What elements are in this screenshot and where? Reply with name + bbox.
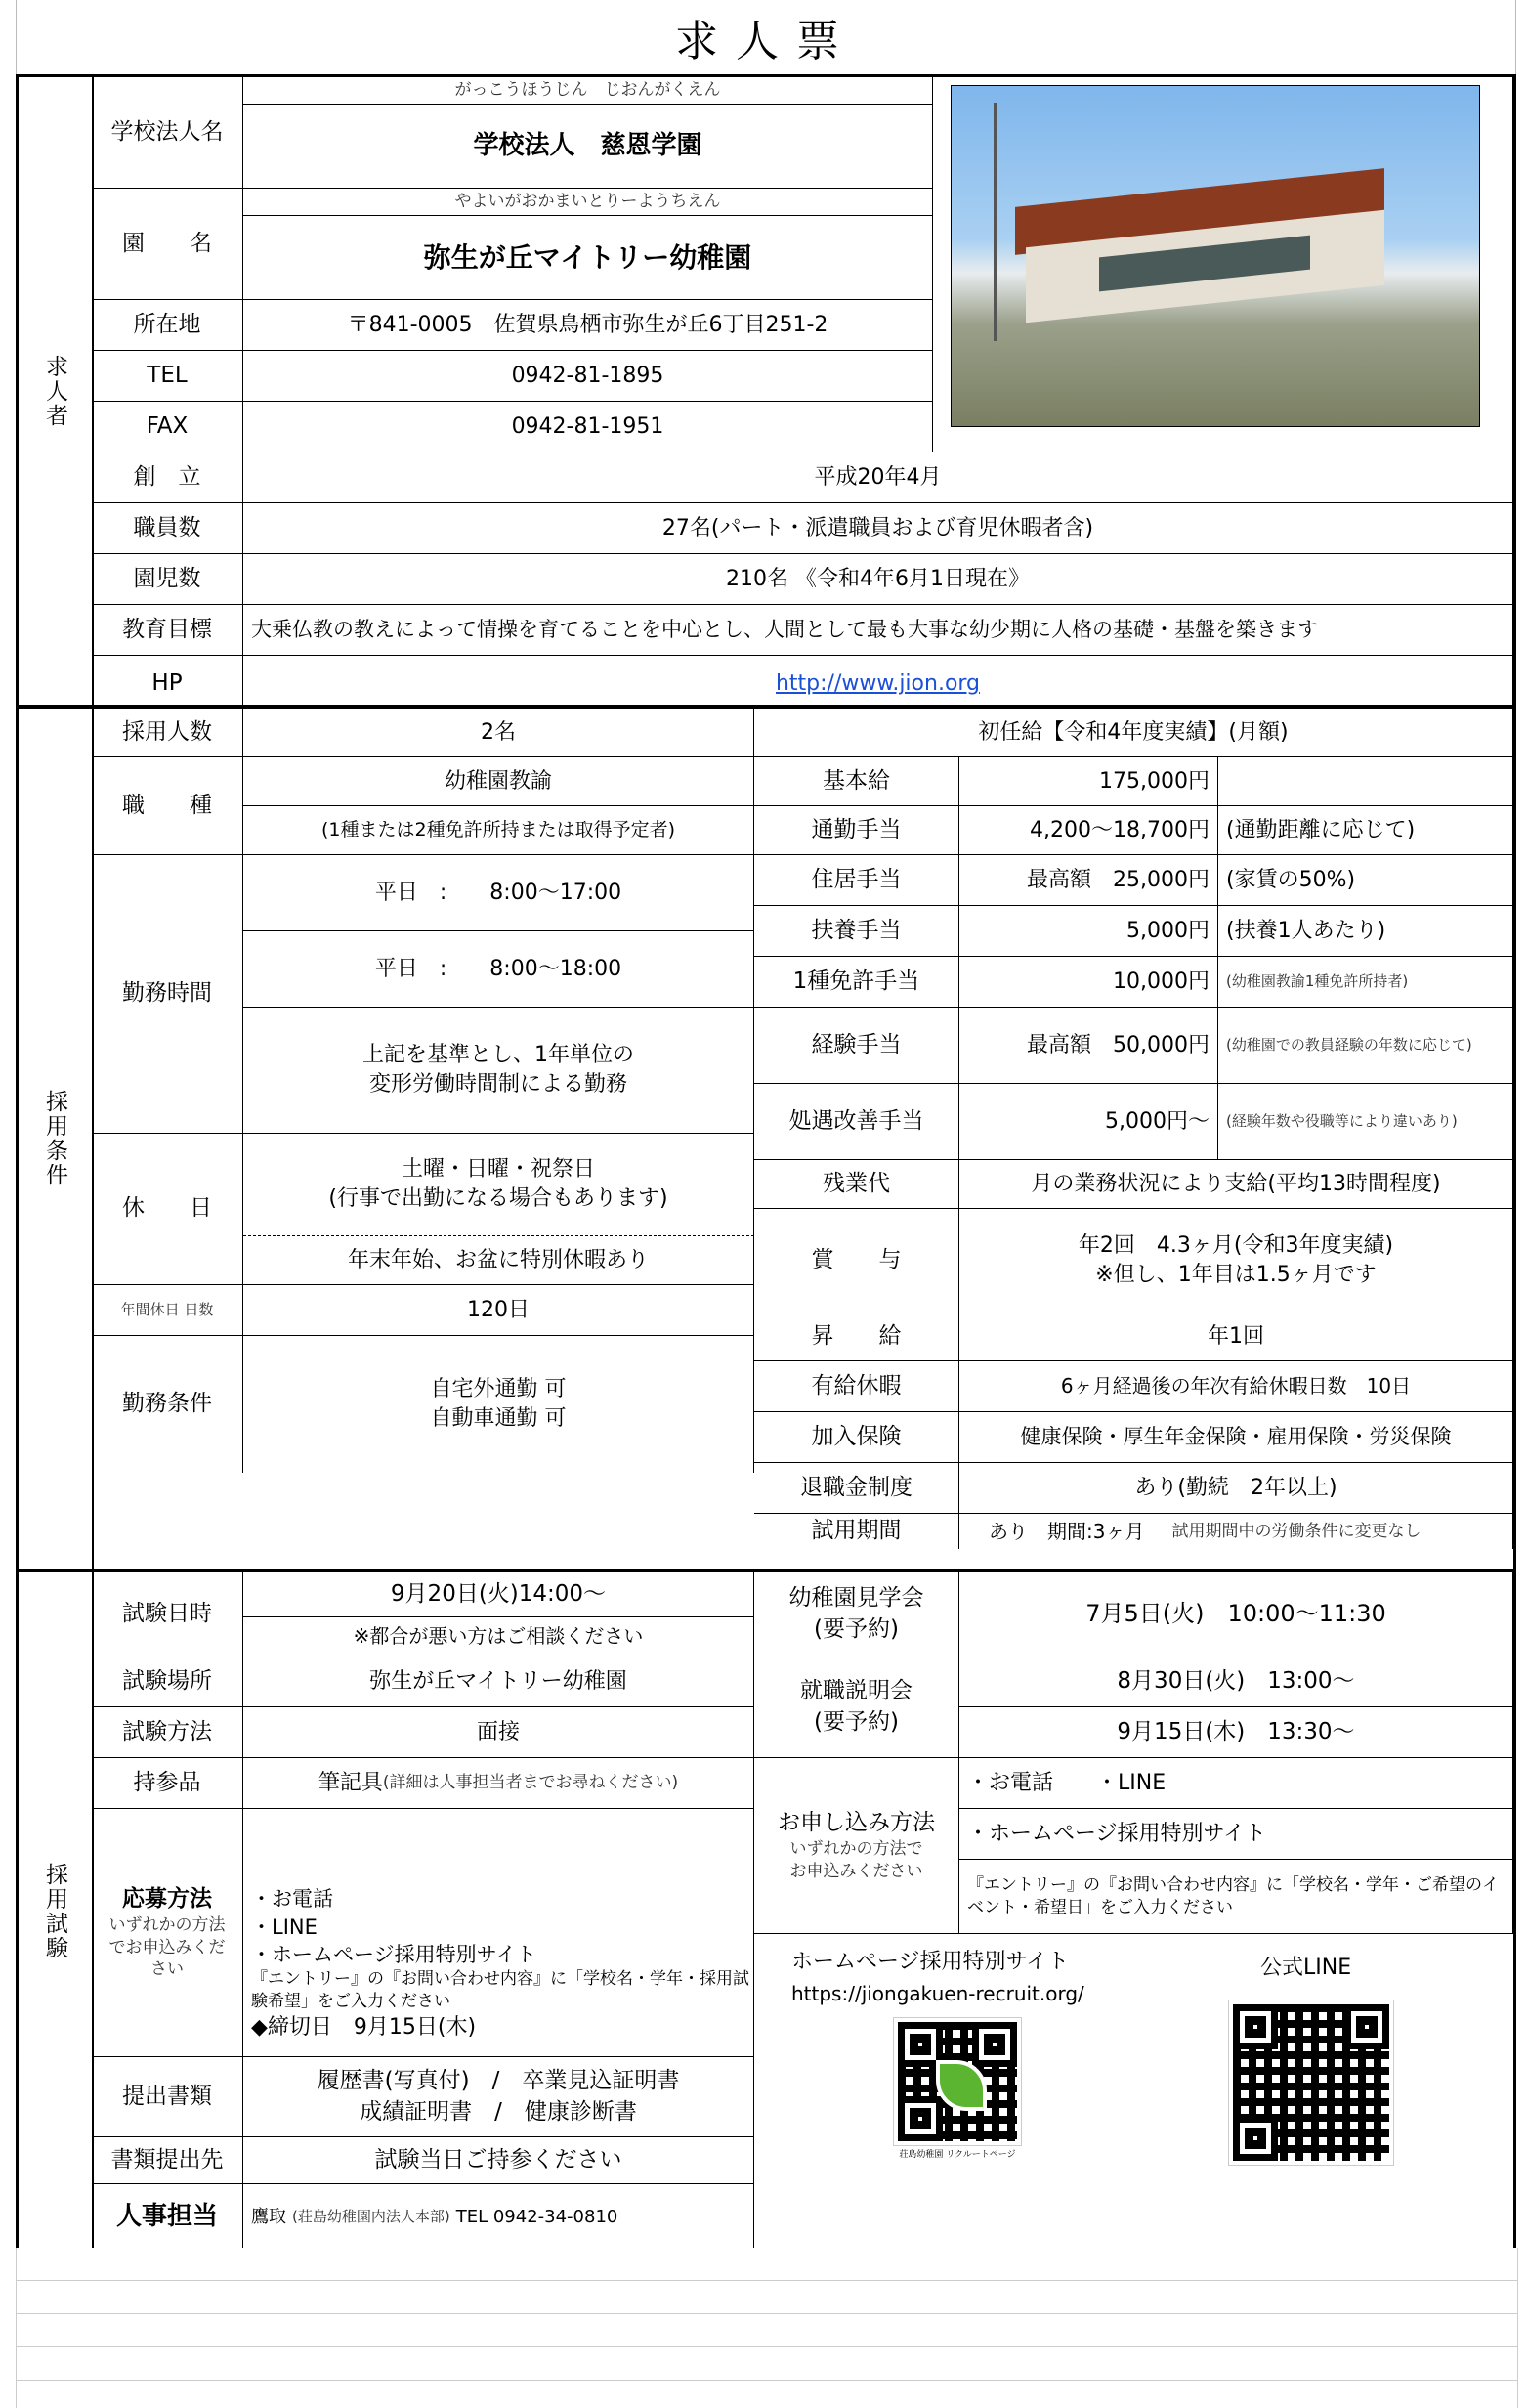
annual-holiday-value: 120日	[243, 1285, 754, 1336]
school-label: 園 名	[92, 189, 243, 300]
line-qr-code[interactable]	[1229, 2000, 1393, 2165]
corp-kana: がっこうほうじん じおんがくえん	[243, 77, 933, 105]
founded-label: 創 立	[92, 452, 243, 503]
job-value: 幼稚園教諭	[243, 757, 754, 806]
fax-value: 0942-81-1951	[243, 402, 933, 452]
pay-value-3: 5,000円	[959, 906, 1218, 957]
exam-date: 9月20日(火)14:00～	[243, 1572, 754, 1617]
pay-label-2: 住居手当	[754, 855, 959, 906]
docs-label: 提出書類	[92, 2057, 243, 2137]
briefing-label: 就職説明会 (要予約)	[754, 1656, 959, 1758]
hr-value: 鷹取 (荘島幼稚園内法人本部) TEL 0942-34-0810	[243, 2184, 754, 2251]
howto-entry-note: 『エントリー』の『お問い合わせ内容』に「学校名・学年・ご希望のイベント・希望日」をご入力ください	[959, 1860, 1513, 1934]
pay-value-2: 最高額 25,000円	[959, 855, 1218, 906]
howto-label: お申し込み方法	[778, 1810, 935, 1836]
conditions-section	[16, 706, 1516, 1571]
hours-weekday-1: 平日 : 8:00～17:00	[243, 855, 754, 931]
pay-value-6: 5,000円～	[959, 1084, 1218, 1160]
holiday-label: 休 日	[92, 1134, 243, 1285]
deadline: ◆締切日 9月15日(木)	[251, 2015, 477, 2041]
school-building-photo	[951, 85, 1480, 427]
children-label: 園児数	[92, 554, 243, 605]
school-kana: やよいがおかまいとりーようちえん	[243, 189, 933, 216]
pay-note-6: (経験年数や役職等により違いあり)	[1218, 1084, 1513, 1160]
briefing-date-2: 9月15日(木) 13:30～	[959, 1707, 1513, 1758]
job-label: 職 種	[92, 757, 243, 855]
howto-phone-line: ・お電話 ・LINE	[959, 1758, 1513, 1809]
work-conditions-value: 自宅外通勤 可 自動車通勤 可	[243, 1336, 754, 1473]
pay-value-5: 最高額 50,000円	[959, 1008, 1218, 1084]
site-label: ホームページ採用特別サイト	[791, 1950, 1070, 1974]
hp-link[interactable]: http://www.jion.org	[775, 671, 981, 697]
employer-section	[16, 74, 1516, 708]
exam-place: 弥生が丘マイトリー幼稚園	[243, 1656, 754, 1707]
pay-value-1: 4,200～18,700円	[959, 806, 1218, 855]
hours-label: 勤務時間	[92, 855, 243, 1134]
pay-label-0: 基本給	[754, 757, 959, 806]
howto-label-cell	[754, 1758, 959, 1934]
employer-section-label: 求人者	[19, 77, 94, 705]
conditions-section-label: 採用条件	[19, 709, 94, 1569]
holiday-regular: 土曜・日曜・祝祭日 (行事で出勤になる場合もあります)	[243, 1134, 754, 1236]
apply-methods: ・お電話 ・LINE ・ホームページ採用特別サイト 『エントリー』の『お問い合わせ内容』に「学校名・学年・採用試験希望」をご入力ください ◆締切日 9月15日(木)	[243, 1809, 754, 2057]
apply-label-cell	[92, 1809, 243, 2057]
bonus-label: 賞 与	[754, 1209, 959, 1312]
exam-date-label: 試験日時	[92, 1572, 243, 1656]
pay-label-4: 1種免許手当	[754, 957, 959, 1008]
pay-note-0	[1218, 757, 1513, 806]
tel-label: TEL	[92, 351, 243, 402]
retire-value: あり(勤続 2年以上)	[959, 1463, 1513, 1514]
pay-label-1: 通勤手当	[754, 806, 959, 855]
exam-method: 面接	[243, 1707, 754, 1758]
fax-label: FAX	[92, 402, 243, 452]
raise-value: 年1回	[959, 1312, 1513, 1361]
pay-label-5: 経験手当	[754, 1008, 959, 1084]
hours-weekday-2: 平日 : 8:00～18:00	[243, 931, 754, 1008]
hires-value: 2名	[243, 709, 754, 757]
leaf-icon	[936, 2060, 987, 2111]
address-label: 所在地	[92, 300, 243, 351]
insurance-value: 健康保険・厚生年金保険・雇用保険・労災保険	[959, 1412, 1513, 1463]
exam-section	[16, 1570, 1516, 2254]
pay-note-2: (家賃の50%)	[1218, 855, 1513, 906]
staff-label: 職員数	[92, 503, 243, 554]
exam-section-label: 採用試験	[19, 1572, 94, 2251]
overtime-label: 残業代	[754, 1160, 959, 1209]
address: 〒841-0005 佐賀県鳥栖市弥生が丘6丁目251-2	[243, 300, 933, 351]
hr-label: 人事担当	[92, 2184, 243, 2251]
hires-label: 採用人数	[92, 709, 243, 757]
corp-name: 学校法人 慈恩学園	[243, 105, 933, 189]
pay-label-6: 処遇改善手当	[754, 1084, 959, 1160]
visit-value: 7月5日(火) 10:00～11:30	[959, 1572, 1513, 1656]
exam-date-note: ※都合が悪い方はご相談ください	[243, 1617, 754, 1656]
bring-label: 持参品	[92, 1758, 243, 1809]
visit-label: 幼稚園見学会 (要予約)	[754, 1572, 959, 1656]
raise-label: 昇 給	[754, 1312, 959, 1361]
children-value: 210名 《令和4年6月1日現在》	[243, 554, 1513, 605]
salary-header: 初任給【令和4年度実績】(月額)	[754, 709, 1513, 757]
pay-label-3: 扶養手当	[754, 906, 959, 957]
insurance-label: 加入保険	[754, 1412, 959, 1463]
howto-sub: いずれかの方法でお申込みください	[789, 1839, 923, 1882]
job-note: (1種または2種免許所持または取得予定者)	[243, 806, 754, 855]
school-name: 弥生が丘マイトリー幼稚園	[243, 216, 933, 300]
site-url[interactable]: https://jiongakuen-recruit.org/	[791, 1982, 1084, 2005]
line-label: 公式LINE	[1260, 1956, 1352, 1980]
briefing-date-1: 8月30日(火) 13:00～	[959, 1656, 1513, 1707]
leave-label: 有給休暇	[754, 1361, 959, 1412]
site-qr-code[interactable]	[894, 2018, 1021, 2145]
apply-label: 応募方法	[122, 1885, 212, 1912]
trial-label: 試用期間	[754, 1514, 959, 1549]
submit-value: 試験当日ご持参ください	[243, 2137, 754, 2184]
pay-value-0: 175,000円	[959, 757, 1218, 806]
school-photo-cell	[933, 77, 1513, 452]
goal-value: 大乗仏教の教えによって情操を育てることを中心とし、人間として最も大事な幼少期に人格の基礎・基盤を築きます	[243, 605, 1513, 656]
tel-value: 0942-81-1895	[243, 351, 933, 402]
work-conditions-label: 勤務条件	[92, 1336, 243, 1473]
holiday-special: 年末年始、お盆に特別休暇あり	[243, 1236, 754, 1285]
hours-system: 上記を基準とし、1年単位の 変形労働時間制による勤務	[243, 1008, 754, 1134]
corp-label: 学校法人名	[92, 77, 243, 189]
pay-note-4: (幼稚園教諭1種免許所持者)	[1218, 957, 1513, 1008]
qr-area	[754, 1934, 1513, 2251]
submit-label: 書類提出先	[92, 2137, 243, 2184]
pay-note-3: (扶養1人あたり)	[1218, 906, 1513, 957]
site-caption: 荘島幼稚園 リクルートページ	[899, 2150, 1016, 2160]
retire-label: 退職金制度	[754, 1463, 959, 1514]
page-title: 求人票	[16, 0, 1516, 74]
trial-value: あり 期間:3ヶ月 試用期間中の労働条件に変更なし	[959, 1514, 1513, 1549]
overtime-value: 月の業務状況により支給(平均13時間程度)	[959, 1160, 1513, 1209]
pay-note-5: (幼稚園での教員経験の年数に応じて)	[1218, 1008, 1513, 1084]
howto-site: ・ホームページ採用特別サイト	[959, 1809, 1513, 1860]
exam-place-label: 試験場所	[92, 1656, 243, 1707]
founded-value: 平成20年4月	[243, 452, 1513, 503]
leave-value: 6ヶ月経過後の年次有給休暇日数 10日	[959, 1361, 1513, 1412]
apply-sub: いずれかの方法でお申込みください	[108, 1914, 226, 1980]
docs-value: 履歴書(写真付) / 卒業見込証明書 成績証明書 / 健康診断書	[243, 2057, 754, 2137]
pay-value-4: 10,000円	[959, 957, 1218, 1008]
goal-label: 教育目標	[92, 605, 243, 656]
hp-label: HP	[92, 656, 243, 712]
bring-value: 筆記具 (詳細は人事担当者までお尋ねください)	[243, 1758, 754, 1809]
staff-value: 27名(パート・派遣職員および育児休暇者含)	[243, 503, 1513, 554]
empty-spreadsheet-rows	[16, 2248, 1518, 2408]
annual-holiday-label: 年間休日 日数	[92, 1285, 243, 1336]
pay-note-1: (通勤距離に応じて)	[1218, 806, 1513, 855]
bonus-value: 年2回 4.3ヶ月(令和3年度実績) ※但し、1年目は1.5ヶ月です	[959, 1209, 1513, 1312]
exam-method-label: 試験方法	[92, 1707, 243, 1758]
